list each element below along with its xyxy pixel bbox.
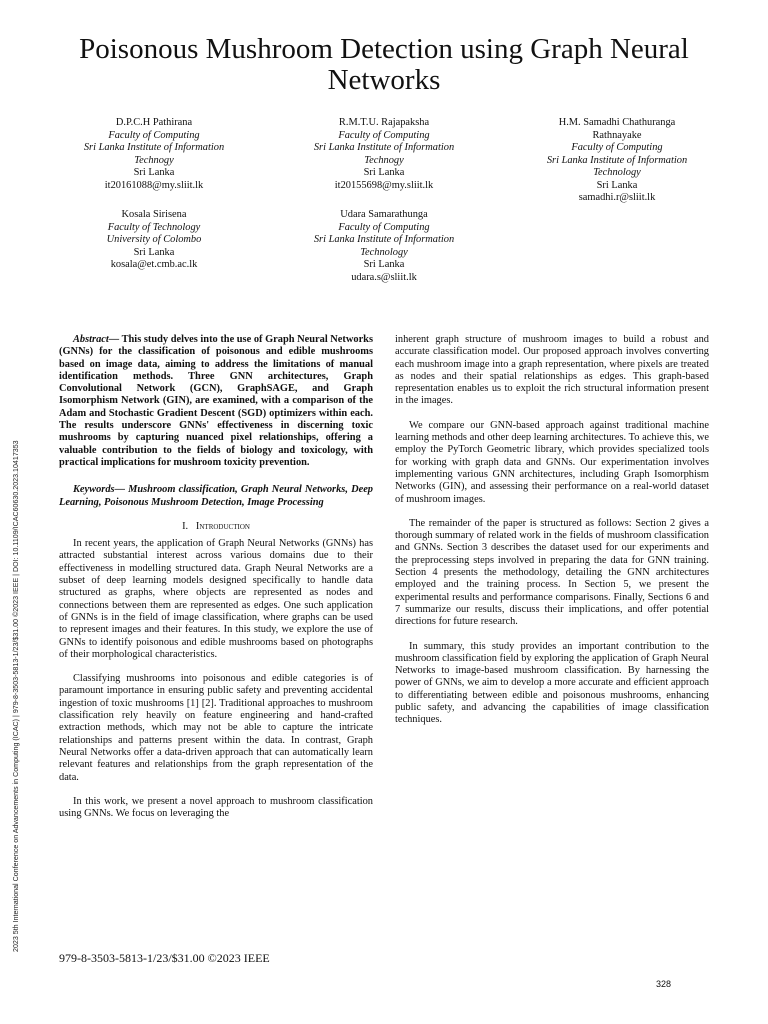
author-faculty: Faculty of Computing bbox=[108, 129, 200, 141]
right-column bbox=[395, 334, 709, 727]
footer-copyright: 979-8-3503-5813-1/23/$31.00 ©2023 IEEE bbox=[59, 951, 270, 965]
author-institute: Sri Lanka Institute of Information bbox=[313, 142, 455, 153]
paper-title: Poisonous Mushroom Detection using Graph Neural Networks bbox=[79, 33, 689, 96]
page-number: 328 bbox=[656, 979, 672, 989]
author-institute: Sri Lanka Institute of Information bbox=[313, 234, 455, 245]
keywords-label: Keywords— bbox=[73, 484, 125, 496]
author-block bbox=[502, 117, 732, 205]
author-name-cont: Rathnayake bbox=[592, 129, 642, 141]
paragraph: In this work, we present a novel approach to mushroom classification using GNNs. We focus on leveraging the bbox=[59, 795, 373, 820]
paragraph: In summary, this study provides an important contribution to the mushroom classification field by exploring the application of Graph Neural Networks to image-based mushroom classification. By harnessing the power of GNNs, we aim to develop a more accurate and efficient approach to differentiating between edible and poisonous mushrooms, enhancing public safety, and advancing the capabilities of image classification techniques. bbox=[395, 640, 709, 726]
author-country: Sri Lanka bbox=[363, 259, 405, 270]
section-heading bbox=[59, 521, 373, 533]
abstract-label: Abstract— bbox=[73, 334, 120, 345]
author-block bbox=[39, 117, 269, 192]
author-name: H.M. Samadhi Chathuranga bbox=[558, 117, 676, 128]
paragraph: The remainder of the paper is structured as follows: Section 2 gives a thorough summary of related work in the fields of mushroom classification and GNNs. Section 3 describes the dataset used for our experiments and the preprocessing steps involved in preparing the data for GNN training. Section 4 presents the methodology, detailing the GNN architectures employed and the training process. In Section 5, we present the experimental results and performance comparisons. Finally, Sections 6 and 7 summarize our results, discuss their implications, and offer potential directions for future research. bbox=[395, 517, 709, 628]
author-email: samadhi.r@sliit.lk bbox=[578, 192, 656, 203]
author-institute: Sri Lanka Institute of Information bbox=[546, 154, 688, 166]
author-block bbox=[269, 117, 499, 192]
abstract bbox=[59, 334, 373, 469]
author-email: udara.s@sliit.lk bbox=[351, 271, 417, 283]
abstract-text: This study delves into the use of Graph Neural Networks (GNNs) for the classification of poisonous and edible mushrooms based on image data, aiming to address the limitations of manual identification methods. Three GNN architectures, Graph Convolutional Network (GCN), GraphSAGE, and Graph Isomorphism Network (GIN), are examined, with a comparison of the Adam and Stochastic Gradient Descent (SGD) optimizers within each. The results underscore GNNs' effectiveness in discerning toxic mushrooms by capturing nuanced pixel relationships, offering a valuable contribution to the fields of biology and toxicology, with practical implications for mushroom toxicity prevention. bbox=[59, 334, 374, 468]
paragraph: We compare our GNN-based approach against traditional machine learning methods and other deep learning architectures. To achieve this, we employ the PyTorch Geometric library, which provides specialized tools for working with graph data and GNNs. Our experimentation involves implementing various GNN architectures, including Graph Isomorphism Networks (GIN), and assessing their performance on a real-world dataset of mushroom images. bbox=[395, 419, 709, 505]
author-institute: University of Colombo bbox=[106, 234, 202, 245]
author-email: it20155698@my.sliit.lk bbox=[334, 179, 434, 191]
paragraph: Classifying mushrooms into poisonous and edible categories is of paramount importance in ensuring public safety and preventing accidental ingestion of toxic mushrooms [1] [2]. Traditional approaches to mushroom classification rely heavily on feature engineering and hand-crafted extraction methods, which may not be able to capture the intricate relationships and patterns present within the data. In contrast, Graph Neural Networks offer a data-driven approach that can automatically learn relevant features and relationships from the graph representation of the data. bbox=[59, 673, 373, 783]
author-institute-cont: Technology bbox=[593, 167, 641, 178]
author-country: Sri Lanka bbox=[133, 167, 175, 178]
author-block bbox=[269, 209, 499, 284]
section-title: Introduction bbox=[195, 520, 250, 532]
author-faculty: Faculty of Computing bbox=[571, 142, 663, 153]
author-institute: Sri Lanka Institute of Information bbox=[83, 142, 225, 153]
author-name: Udara Samarathunga bbox=[340, 209, 428, 220]
author-country: Sri Lanka bbox=[596, 179, 638, 191]
author-email: kosala@et.cmb.ac.lk bbox=[110, 259, 198, 270]
paragraph: inherent graph structure of mushroom images to build a robust and accurate classification model. Our proposed approach involves converting each mushroom image into a graph representation, where pixels are treated as nodes and their spatial relationships as edges. This graph-based representation enables us to exploit the rich structural information present in the images. bbox=[395, 334, 709, 407]
author-institute-cont: Technogy bbox=[134, 154, 174, 166]
author-name: D.P.C.H Pathirana bbox=[115, 117, 193, 128]
keywords-text: Mushroom classification, Graph Neural Networks, Deep Learning, Poisonous Mushroom Detection, Image Processing bbox=[59, 484, 373, 508]
author-email: it20161088@my.sliit.lk bbox=[104, 179, 204, 191]
author-faculty: Faculty of Computing bbox=[338, 221, 430, 233]
author-institute-cont: Technogy bbox=[364, 154, 404, 166]
author-institute-cont: Technology bbox=[360, 246, 408, 258]
author-country: Sri Lanka bbox=[133, 246, 175, 258]
author-name: R.M.T.U. Rajapaksha bbox=[338, 117, 430, 128]
conference-side-note: 2023 5th International Conference on Advancements in Computing (ICAC) | 979-8-3503-5813-1/23/$31.00 ©2023 IEEE | DOI: 10.1109/ICAC60630.2023.10417353 bbox=[12, 440, 20, 952]
keywords bbox=[59, 484, 373, 509]
paragraph: In recent years, the application of Graph Neural Networks (GNNs) has attracted substantial interest across various domains due to their effectiveness in modelling structured data. Graph Neural Networks are a subset of deep learning models designed specifically to handle data structured as graphs, where objects are represented as nodes and connections between them are represented as edges. One such application of GNNs is in the field of image classification, where graphs can be used to represent images and their features. In this study, we explore the use of GNNs to identify poisonous and edible mushrooms based on photographs of their morphological characteristics. bbox=[59, 538, 373, 660]
left-column bbox=[59, 334, 373, 820]
author-country: Sri Lanka bbox=[363, 167, 405, 178]
author-name: Kosala Sirisena bbox=[121, 209, 187, 220]
author-faculty: Faculty of Technology bbox=[107, 221, 201, 233]
section-number: I. bbox=[182, 520, 189, 532]
author-block bbox=[39, 209, 269, 272]
author-faculty: Faculty of Computing bbox=[338, 129, 430, 141]
